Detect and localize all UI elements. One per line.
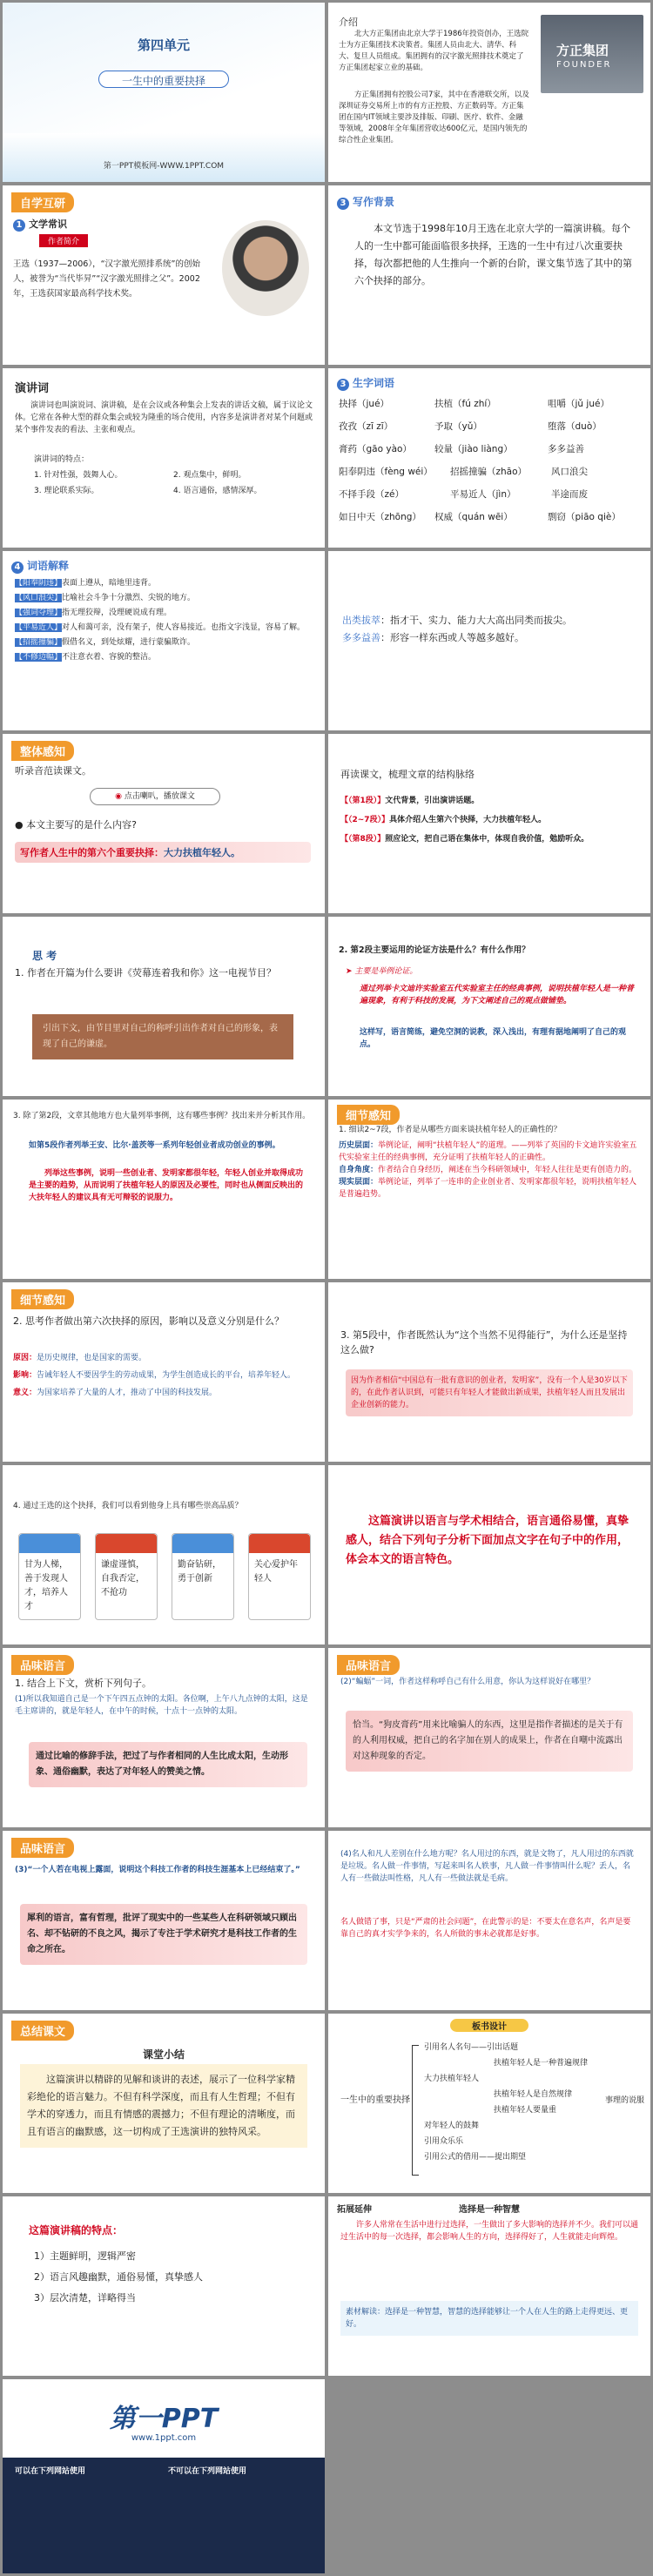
slide-17 [3, 1465, 325, 1644]
brand-logo: 第一PPT [109, 2404, 219, 2434]
method-q: 2. 第2段主要运用的论证方法是什么？有什么作用？ [339, 945, 530, 955]
slide-23 [3, 2014, 325, 2193]
section-title: 文学常识 [29, 219, 67, 230]
structure-list: 【（第1段）】文代背景，引出演讲话题。 【（2~7段）】具体介绍人生第六个抉择，大力扶植年轻人。 【（第8段）】照应论文，把自己语在集体中，体现自我价值，勉励听众。 [340, 797, 589, 844]
quality-card-2: 谦虚谨慎，自我否定，不抢功 [95, 1533, 158, 1620]
play-button[interactable]: ◉ 点击喇叭，播放课文 [90, 788, 220, 805]
slide-8 [328, 551, 650, 730]
slide-10 [328, 734, 650, 913]
detail-q: 1. 细读2~7段，作者是从哪些方面来谈扶植年轻人的正确性的？ [339, 1126, 562, 1134]
lang-answer-2: 恰当。“狗皮膏药”用来比喻骗人的东西，这里是指作者描述的是关于有的人利用权威，把自己的名字加在别人的成果上，作者在自嘲中流露出对这种现象的否定。 [346, 1711, 633, 1772]
features-title: 这篇演讲稿的特点： [29, 2224, 124, 2236]
answer-main: 写作者人生中的第六个重要抉择：大力扶植年轻人。 [15, 842, 311, 863]
lang-answer-4: 名人做错了事，只是“严肃的社会问题”，在此警示的是：不要太在意名声，名声是要靠自己的真才实学争来的，名人所做的事未必就都是好事。 [340, 1918, 631, 1939]
extend-note: 素材解读：选择是一种智慧，智慧的选择能够让一个人在人生的路上走得更远、更好。 [340, 2301, 638, 2336]
feature-3: 3）层次清楚，详略得当 [34, 2292, 136, 2304]
slide-5 [3, 368, 325, 548]
lesson-title: 一生中的重要抉择 [121, 75, 205, 87]
slide-6 [328, 368, 650, 548]
explain-list: 【阳奉阴违】表面上遵从，暗地里违背。 【风口浪尖】比喻社会斗争十分激烈、尖锐的地方。 【强词夺理】指无理狡辩，没理硬说成有理。 【平易近人】对人和蔼可亲，没有架子，使人容易接近。也指文字浅显，容易了解。 【招摇撞骗】假借名义，到处炫耀，进行蒙骗欺诈。 【不修边幅】不注意衣着、容貌的整洁。 [15, 579, 306, 662]
slide-9 [3, 734, 325, 913]
tab-self-study: 自学互研 [11, 192, 74, 212]
feature-2: 2）语言风趣幽默，通俗易懂，真挚感人 [34, 2271, 203, 2283]
summary-body: 这篇演讲以精辟的见解和谈讲的表述，展示了一位科学家精彩绝伦的语言魅力。不但有科学深度，而且有人生哲理；不但有学术的穿透力，而且有情感的震撼力；不但有理论的清晰度，而且有语言的幽默感，这一切构成了王选演讲的独特风采。 [20, 2064, 307, 2148]
slide-2 [328, 3, 650, 182]
speaker-icon: ◉ [115, 792, 125, 801]
slide-14 [328, 1100, 650, 1279]
lang-q-4: (4)名人和凡人差别在什么地方呢？名人用过的东西，就是文物了，凡人用过的东西就是垃圾。名人做一件事情，写起来叫名人轶事，凡人做一件事情叫什么呢？丢人，名人有一些做法叫性格，凡人有一些做法就是毛病。 [340, 1850, 634, 1883]
board-bracket [412, 2045, 419, 2176]
method-detail: 通过列举卡文迪许实验室五代实验室主任的经典事例，说明扶植年轻人是一种普遍现象，有利于科技的发展，为下文阐述自己的观点做铺垫。 [360, 985, 635, 1006]
number-icon: 3 [337, 198, 349, 210]
speech-item-3: 3. 理论联系实际。 [34, 487, 99, 495]
extend-title: 选择是一种智慧 [459, 2205, 520, 2215]
speech-body: 演讲词也叫演说词、演讲稿，是在会议或各种集会上发表的讲话文稿，属于议论文体。它常在各种大型的群众集会或较为隆重的场合使用，内容多是演讲者对某个问题或某个事件发表的看法、主张和观点。 [15, 401, 313, 434]
slide-3 [3, 185, 325, 365]
tab-background: 写作背景 [353, 196, 395, 208]
background-text: 本文节选于1998年10月王选在北京大学的一篇演讲稿。每个人的一生中都可能面临很多抉择，王选的一生中有过八次重要抉择，每次都把他的人生推向一个新的台阶，课文集节选了其中的第六个抉择的部分。 [354, 223, 632, 286]
example-q: 3. 除了第2段，文章其他地方也大量列举事例，这有哪些事例？找出来并分析其作用。 [13, 1112, 311, 1120]
site-footer: 第一PPT模板网-WWW.1PPT.COM [103, 162, 225, 171]
example-a1: 如第5段作者列举王安、比尔·盖茨等一系列年轻创业者成功创业的事例。 [29, 1141, 280, 1150]
structure-title: 再读课文，梳理文章的结构脉络 [340, 769, 475, 780]
slide-1 [3, 3, 325, 182]
quality-card-1: 甘为人梯，善于发现人才，培养人才 [18, 1533, 81, 1620]
quality-card-4: 关心爱护年轻人 [248, 1533, 311, 1620]
board-branches: 引用名人名句——引出话题 扶植年轻人是一种普遍规律 大力扶植年轻人 扶植年轻人是自然规律 扶植年轻人要量重 对年轻人的鼓舞 引用众乐乐 引用公式的借用——提出期望 [424, 2043, 589, 2162]
q-listen: 听录音范读课文。 [15, 765, 91, 777]
detail-list: 历史层面：举例论证，阐明“扶植年轻人”的道理。——列举了英国的卡文迪许实验室五代实验室主任的经典事例，充分证明了扶植年轻人的正确性。 自身角度：作者结合自身经历，阐述在当今科研领域中，年轻人往往是更有创造力的。 现实层面：举例论证，列举了一连串的企业创业者、发明家都很年轻，说明扶植年轻人是普遍趋势。 [339, 1141, 637, 1199]
feature-1: 1）主题鲜明，逻辑严密 [34, 2250, 136, 2262]
reason-list: 原因：是历史规律，也是国家的需要。 影响：告诫年轻人不要因学生的劳动成果，为学生创造成长的平台，培养年轻人。 意义：为国家培养了大量的人才，推动了中国的科技发展。 [13, 1354, 296, 1397]
lang-q-3: (3)“一个人若在电视上露面，说明这个科技工作者的科技生涯基本上已经结束了。” [15, 1866, 300, 1874]
tab-lang-1: 品味语言 [11, 1655, 74, 1675]
slide-15 [3, 1282, 325, 1462]
slide-25 [3, 2196, 325, 2376]
slide-22 [328, 1831, 650, 2010]
extend-body: 许多人常常在生活中进行过选择，一生做出了多大影响的选择并不少。我们可以通过生活中的每一次选择，都会影响人生的方向，选择得好了，人生就能走向辉煌。 [340, 2221, 639, 2242]
example-a2: 列举这些事例，说明一些创业者、发明家都很年轻，年轻人创业并取得成功是主要的趋势，从而说明了扶植年轻人的原因及必要性，同时也从侧面反映出的大扶年轻人的建议具有无可辩驳的说服力。 [29, 1169, 304, 1202]
brand-url: www.1ppt.com [131, 2433, 197, 2443]
q-main: 本文主要写的是什么内容? [26, 819, 137, 831]
speech-item-1: 1. 针对性强，鼓舞人心。 [34, 471, 123, 480]
vocab-extra: 出类拔萃：指才干、实力、能力大大高出同类而拔尖。 多多益善：形容一样东西或人等越多越好。 [342, 615, 572, 643]
tab-detail-2: 细节感知 [11, 1289, 74, 1309]
allowed-sites: 可以在下列网站使用 [15, 2467, 86, 2476]
board-title: 板书设计 [450, 2019, 528, 2032]
speech-sub: 演讲词的特点： [34, 455, 90, 464]
slide-18 [328, 1465, 650, 1644]
slide-19 [3, 1648, 325, 1827]
tab-lang-3: 品味语言 [11, 1838, 74, 1858]
banned-sites: 不可以在下列网站使用 [168, 2467, 247, 2476]
quality-card-3: 勤奋钻研，勇于创新 [172, 1533, 234, 1620]
lang-q: 1. 结合上下文，赏析下列句子。 [15, 1678, 151, 1689]
slide-16 [328, 1282, 650, 1462]
number-icon: 1 [13, 219, 25, 232]
slide-20 [328, 1648, 650, 1827]
bullet-icon: ● [15, 819, 27, 831]
author-bio: 王选（1937—2006），“汉字激光照排系统”的创始人，被誉为“当代毕昇”“汉字激光照排之父”。2002年，王选获国家最高科学技术奖。 [13, 259, 200, 299]
intro-text: 北大方正集团由北京大学于1986年投资创办，王选院士为方正集团技术决策者。集团人员由北大、清华、科大、复旦人员组成。集团拥有的汉字激光照排技术奠定了方正集团起家立业的基础。 [339, 30, 529, 72]
key-icon: ➤ [346, 967, 355, 976]
section-explain: 词语解释 [27, 560, 70, 572]
persist-answer: 因为作者相信“中国总有一批有意识的创业者，发明家”，没有一个人是30岁以下的，在此作者认识到，可能只有年轻人才能做出新成果，扶植年轻人而且发展出企业创新的能力。 [346, 1369, 633, 1416]
think-q: 1. 作者在开篇为什么要讲《荧幕连着我和你》这一电视节目？ [15, 967, 276, 979]
intro-text-2: 方正集团拥有控股公司7家，其中在香港联交所，以及深圳证券交易所上市的有方正控股、方正数码等。方正集团在国内IT领域主要涉及排版、印刷、医疗、软件、金融等领域，2008年全年集团营收达600亿元，是国内领先的综合性企业集团。 [339, 91, 529, 145]
author-portrait [222, 220, 309, 316]
summary-heading: 课堂小结 [142, 2048, 185, 2061]
lang-answer-3: 犀利的语言，富有哲理，批评了现实中的一些某些人在科研领域只顾出名、却不钻研的不良之风，揭示了专注于学术研究才是科技工作者的生命之所在。 [20, 1904, 307, 1965]
tab-summary: 总结课文 [11, 2021, 74, 2041]
number-icon: 3 [337, 379, 349, 391]
board-right: 事理的说服 [605, 2096, 645, 2105]
number-icon: 4 [11, 562, 24, 574]
author-label: 作者简介 [39, 234, 88, 247]
slide-27 [3, 2379, 325, 2573]
slide-26 [328, 2196, 650, 2376]
speech-item-2: 2. 观点集中，鲜明。 [173, 471, 246, 480]
slide-24 [328, 2014, 650, 2193]
speech-item-4: 4. 语言通俗，感情深厚。 [173, 487, 262, 495]
think-answer: 引出下文，由节目里对自己的称呼引出作者对自己的形象，表现了自己的谦虚。 [32, 1014, 293, 1059]
tab-overall: 整体感知 [11, 741, 74, 761]
tab-lang-2: 品味语言 [337, 1655, 400, 1675]
founder-logo: 方正集团 FOUNDER [541, 15, 643, 93]
extend-tab: 拓展延伸 [337, 2205, 372, 2215]
slide-11 [3, 917, 325, 1096]
slide-4 [328, 185, 650, 365]
lang-q-2: (2)“蝙蝠”一词，作者这样称呼自己有什么用意，你认为这样说好在哪里？ [340, 1678, 596, 1686]
slide-21 [3, 1831, 325, 2010]
slide-7 [3, 551, 325, 730]
tab-detail: 细节感知 [337, 1105, 400, 1125]
quality-q: 4. 通过王选的这个抉择，我们可以看到他身上具有哪些崇高品质？ [13, 1502, 243, 1510]
speech-title: 演讲词 [15, 382, 50, 395]
lang-answer: 通过比喻的修辞手法，把过了与作者相同的人生比成太阳，生动形象、通俗幽默，表达了对年轻人的赞美之情。 [29, 1742, 307, 1787]
vocab-table: 抉择（jué） 扶植（fú zhí） 咀嚼（jǔ jué） 孜孜（zī zī） 予取（yǔ） 堕落（duò） 膏药（gāo yào） 较量（jiào liàng） 多多益善 阳奉阴违（fèng wéi） 招摇撞骗（zhāo） 风口浪尖 不择手段（zé） 平易近人（jìn） 半途而废 如日中天（zhōng） 权威（quán wēi） 剽窃（piāo qiè） [339, 399, 621, 522]
slide-13 [3, 1100, 325, 1279]
reason-q: 2. 思考作者做出第六次抉择的原因，影响以及意义分别是什么？ [13, 1315, 284, 1327]
lang-sentence: (1)所以我知道自己是一个下午四五点钟的太阳。各位啊，上午八九点钟的太阳，这是毛主席讲的，就是年轻人，在中午的时候，十点十一点钟的太阳。 [15, 1695, 308, 1716]
persist-q: 3. 第5段中，作者既然认为“这个当然不见得能行”，为什么还是坚持这么做? [340, 1329, 628, 1355]
unit-label: 第四单元 [137, 37, 190, 53]
intro-label: 介绍 [339, 17, 358, 28]
language-intro: 这篇演讲以语言与学术相结合，语言通俗易懂，真挚感人，结合下列句子分析下面加点文字在句子中的作用，体会本文的语言特色。 [346, 1515, 629, 1566]
slide-12: 2. 第2段主要运用的论证方法是什么？有什么作用？ ➤ 主要是举例论证。 通过列举卡文迪许实验室五代实验室主任的经典事例，说明扶植年轻人是一种普遍现象，有利于科技的发展，为下文阐述自己的观点做铺垫。 这样写，语言简练，避免空洞的说教，深入浅出，有理有据地阐明了自己的观点。 [328, 917, 650, 1096]
method-note: 这样写，语言简练，避免空洞的说教，深入浅出，有理有据地阐明了自己的观点。 [360, 1028, 627, 1049]
think-title: 思 考 [32, 950, 57, 962]
board-center: 一生中的重要抉择 [340, 2095, 410, 2105]
section-vocab: 生字词语 [353, 377, 395, 389]
